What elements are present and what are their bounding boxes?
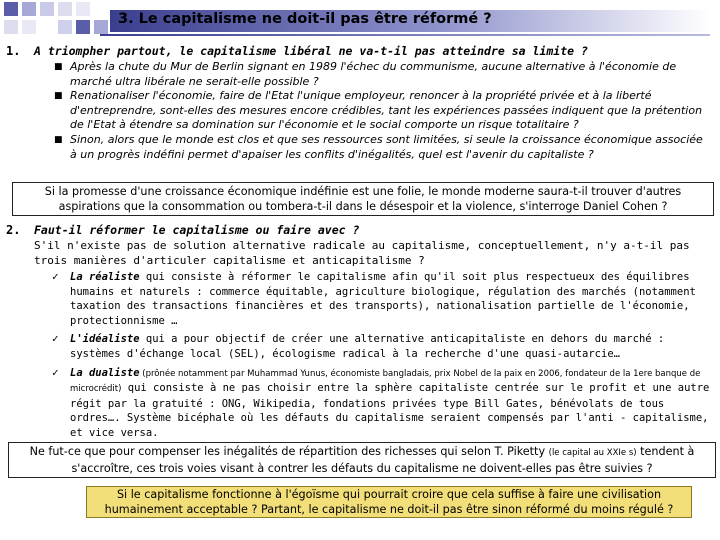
section-2-intro: S'il n'existe pas de solution alternative radicale au capitalisme, conceptuellement, n'y a-t-il pas trois manières d'articuler capitalisme et anticapitalisme ? [34,239,690,267]
section-1-number: 1. [6,44,21,58]
conclusion-box: Si le capitalisme fonctionne à l'égoïsme qui pourrait croire que cela suffise à faire une civilisation humainement acceptable ? Partant, le capitalisme ne doit-il pas être sinon réformé du moins régulé ? [86,486,692,518]
square-bullet-icon: ■ [54,134,63,145]
page-title: 3. Le capitalisme ne doit-il pas être réformé ? [118,11,492,27]
section-1-bullet-list [50,60,705,162]
list-item: ✓ La dualiste (prônée notamment par Muhammad Yunus, économiste bangladais, prix Nobel de la paix en 2006, fondateur de la 1ere banque de microcrédit) qui consiste à ne pas choisir entre la sphère capitaliste centrée sur le profit et une autre régit par la gratuité : ONG, Wikipedia, fondations privées type Bill Gates, bénévolats de tous ordres…. Système bicéphale où les défauts du capitalisme seraient compensés par l'anti - capitalisme, et vice versa. [52,365,710,439]
quote-box-piketty: Ne fut-ce que pour compenser les inégalités de répartition des richesses qui selon T. Piketty (le capital au XXIe s) tendent à s'accroître, ces trois voies visant à contrer les défauts du capitalisme ne doivent-elles pas être suivies ? [8,442,716,478]
list-item: ✓ La réaliste qui consiste à réformer le capitalisme afin qu'il soit plus respectueux des équilibres humains et naturels : commerce équitable, agriculture biologique, régulation des marchés (notamment taxation des transactions financières et des transports), nationalisation partielle de l'économie, protectionnisme … [52,270,696,327]
list-item: ■ Renationaliser l'économie, faire de l'Etat l'unique employeur, renoncer à la propriété privée et à la liberté d'entreprendre, sont-elles des mesures encore crédibles, tant les expériences passées indiquent que la prétention de l'Etat à étendre sa domination sur l'économie et le social comporte un risque totalitaire ? [54,89,703,132]
list-item: ■ Après la chute du Mur de Berlin signant en 1989 l'échec du communisme, aucune alternative à l'économie de marché ultra libérale ne serait-elle possible ? [54,60,677,88]
list-item: ■ Sinon, alors que le monde est clos et que ses ressources sont limitées, si seule la croissance économique associée à un progrès indéfini permet d'apaiser les conflits d'inégalités, quel est l'avenir du capitaliste ? [54,132,703,161]
quote-box-cohen: Si la promesse d'une croissance économique indéfinie est une folie, le monde moderne saura-t-il trouver d'autres aspirations que la consommation ou tombera-t-il dans le désespoir et la violence, s'interroge Daniel Cohen ? [12,182,714,216]
square-bullet-icon: ■ [54,91,63,102]
section-2-check-list [50,270,715,445]
checkmark-icon: ✓ [52,270,59,283]
title-underline [100,34,710,36]
checkmark-icon: ✓ [52,365,59,379]
square-bullet-icon: ■ [54,62,63,72]
list-item: ✓ L'idéaliste qui a pour objectif de créer une alternative anticapitaliste en dehors du marché : systèmes d'échange local (SEL), écologisme radical à la recherche d'une quasi-autarcie… [52,332,665,360]
section-2-heading: Faut-il réformer le capitalisme ou faire avec ? [34,223,360,237]
checkmark-icon: ✓ [52,332,59,346]
section-2-number: 2. [6,223,21,237]
section-1-heading: A triompher partout, le capitalisme libéral ne va-t-il pas atteindre sa limite ? [34,44,588,58]
